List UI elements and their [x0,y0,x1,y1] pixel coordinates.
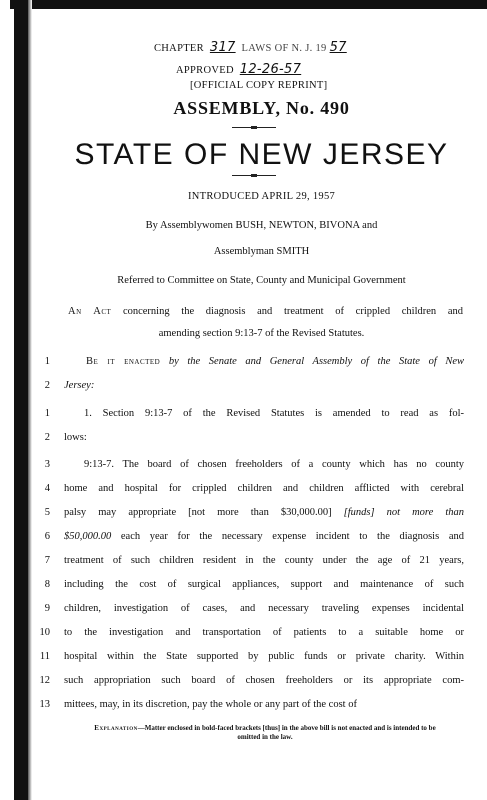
bill-line [0,603,487,623]
bill-line [0,408,487,428]
line-text: 1. Section 9:13-7 of the Revised Statutes is amended to read as fol- [84,408,464,419]
bill-line [0,356,487,376]
introduced-date: INTRODUCED APRIL 29, 1957 [187,191,336,202]
laws-year-handwritten: 57 [329,40,347,55]
line-text: including the cost of surgical appliances, support and maintenance of such [64,579,464,590]
line-number: 3 [44,459,50,470]
divider-ornament-1 [251,126,257,129]
line-number: 10 [39,627,50,638]
line-number: 1 [44,408,50,419]
scan-border-top [10,0,487,9]
line-number: 7 [44,555,50,566]
divider-ornament-2 [251,174,257,177]
bill-line [0,483,487,503]
bill-line [0,507,487,527]
bill-line [0,699,487,719]
line-text: mittees, may, in its discretion, pay the whole or any part of the cost of [64,699,357,710]
bill-number: ASSEMBLY, No. 490 [173,98,350,118]
inserted-text: not more than [374,507,464,518]
enacting-clause-text: by the Senate and General Assembly of the State of New [168,356,464,367]
sponsors-line-2: Assemblyman SMITH [213,246,310,257]
deleted-amount: palsy may appropriate [not more than $30,000.00] [64,507,344,518]
line-text: such appropriation such board of chosen freeholders or its appropriate com- [64,675,464,686]
bill-line [0,627,487,647]
line-text-rest: each year for the necessary expense incident to the diagnosis and [111,531,464,542]
bill-line [0,579,487,599]
enacting-clause-lead: Be it enacted [86,356,161,367]
line-number: 9 [44,603,50,614]
line-number: 6 [44,531,50,542]
chapter-number-handwritten: 317 [209,40,236,55]
line-number: 5 [44,507,50,518]
approved-label: APPROVED [176,65,234,76]
laws-label: LAWS OF N. J. 19 [241,43,327,54]
approved-date-handwritten: 12-26-57 [239,62,302,77]
act-prefix: An Act [68,306,112,317]
act-title-text-1: concerning the diagnosis and treatment of crippled children and [122,306,463,317]
sponsors-line-1: By Assemblywomen BUSH, NEWTON, BIVONA and [145,220,378,231]
line-text [64,531,464,542]
line-number: 13 [39,699,50,710]
line-text: to the investigation and transportation of patients to a suitable home or [64,627,464,638]
line-number: 8 [44,579,50,590]
line-text: Jersey: [64,380,95,391]
line-text [64,507,464,518]
line-text: lows: [64,432,87,443]
line-text: treatment of such children resident in the county under the age of 21 years, [64,555,464,566]
line-text: hospital within the State supported by public funds or private charity. Within [64,651,464,662]
line-number: 4 [44,483,50,494]
chapter-line [154,40,350,55]
bill-line [0,432,487,452]
bill-line [0,531,487,551]
line-text: 9:13-7. The board of chosen freeholders of a county which has no county [84,459,464,470]
approved-line [176,62,304,77]
act-title-line-1 [68,306,463,317]
line-number: 2 [44,380,50,391]
committee-referral: Referred to Committee on State, County and Municipal Government [117,275,406,286]
line-text [86,356,464,367]
act-title-text-2: amending section 9:13-7 of the Revised Statutes. [158,328,365,339]
line-text: home and hospital for crippled children and children afflicted with cerebral [64,483,464,494]
bill-line [0,555,487,575]
inserted-amount: $50,000.00 [64,531,112,542]
deleted-word: [funds] [343,507,375,518]
bill-line [0,651,487,671]
state-title: STATE OF NEW JERSEY [74,138,449,171]
bill-line [0,380,487,400]
line-number: 11 [39,651,50,662]
chapter-label: CHAPTER [154,43,204,54]
line-number: 12 [39,675,50,686]
explanation-label: Explanation [94,724,138,732]
line-text: children, investigation of cases, and necessary traveling expenses incidental [64,603,464,614]
line-number: 2 [44,432,50,443]
line-number: 1 [44,356,50,367]
reprint-note: [OFFICIAL COPY REPRINT] [190,80,328,91]
bill-line [0,459,487,479]
bill-line [0,675,487,695]
explanation-note [90,724,440,742]
explanation-text: —Matter enclosed in bold-faced brackets [thus] in the above bill is not enacted and is intended to be omitted in the law. [137,724,436,741]
